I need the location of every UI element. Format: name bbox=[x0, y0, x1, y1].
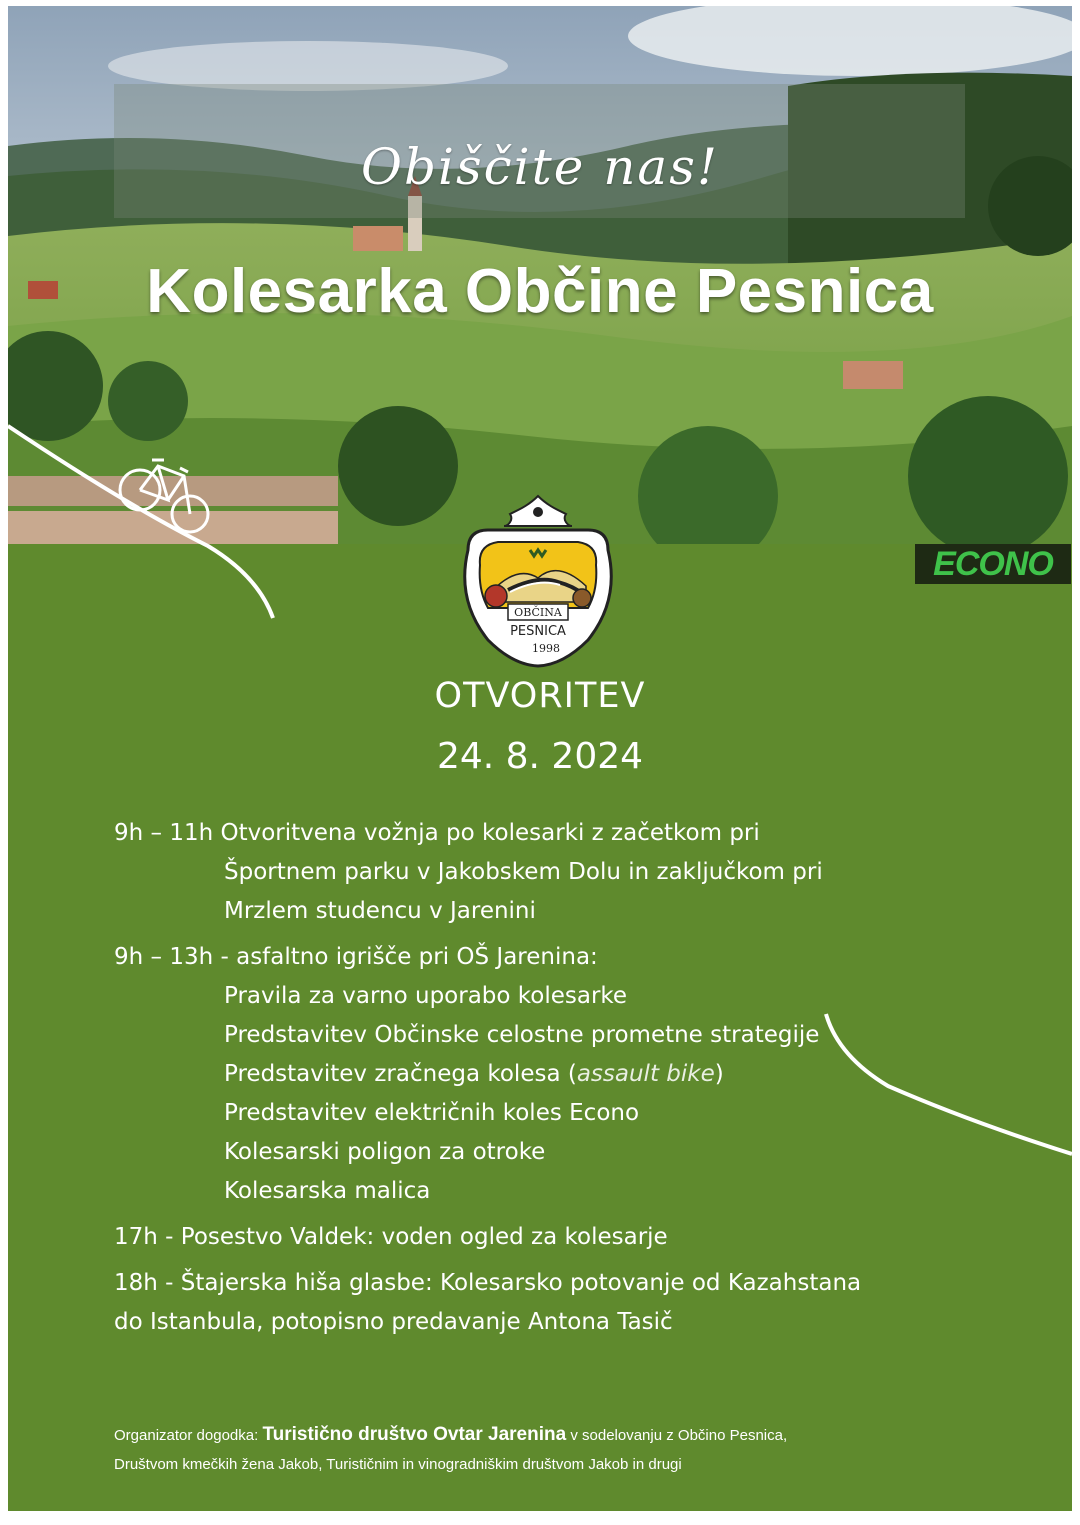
footer-line2: Društvom kmečkih žena Jakob, Turističnim in vinogradniškim društvom Jakob in drugi bbox=[114, 1456, 682, 1473]
event-date: 24. 8. 2024 bbox=[436, 736, 644, 777]
program-line-text: Predstavitev zračnega kolesa ( bbox=[224, 1061, 577, 1087]
program-item bbox=[114, 938, 1014, 1211]
program-list bbox=[114, 814, 1014, 1349]
event-heading: OTVORITEV bbox=[434, 676, 646, 716]
program-line: Predstavitev Občinske celostne prometne strategije bbox=[224, 1022, 820, 1048]
program-line: 9h – 13h - asfaltno igrišče pri OŠ Jarenina: bbox=[114, 944, 598, 970]
script-subtitle: Obiščite nas! bbox=[361, 138, 719, 196]
program-line: 18h - Štajerska hiša glasbe: Kolesarsko potovanje od Kazahstana bbox=[114, 1270, 862, 1296]
footer-line1 bbox=[114, 1420, 1034, 1450]
program-line: Športnem parku v Jakobskem Dolu in zaključkom pri bbox=[224, 859, 823, 885]
program-line: do Istanbula, potopisno predavanje Antona Tasič bbox=[114, 1309, 673, 1335]
program-line: 9h – 11h Otvoritvena vožnja po kolesarki z začetkom pri bbox=[114, 820, 760, 846]
crest-text-line1: OBČINA bbox=[514, 606, 562, 619]
program-line: Predstavitev električnih koles Econo bbox=[224, 1100, 640, 1126]
program-item bbox=[114, 1218, 1014, 1257]
program-line: Pravila za varno uporabo kolesarke bbox=[224, 983, 628, 1009]
program-line: Kolesarska malica bbox=[224, 1178, 431, 1204]
municipality-crest bbox=[448, 490, 628, 670]
program-item bbox=[114, 814, 1014, 931]
program-line: 17h - Posestvo Valdek: voden ogled za kolesarje bbox=[114, 1224, 668, 1250]
crest-text-line2: PESNICA bbox=[510, 624, 566, 639]
page-title: Kolesarka Občine Pesnica bbox=[146, 257, 934, 326]
footer-suffix: v sodelovanju z Občino Pesnica, bbox=[566, 1427, 788, 1444]
econo-logo-text: ECONO bbox=[933, 545, 1053, 583]
footer-organizer: Turistično društvo Ovtar Jarenina bbox=[262, 1424, 567, 1445]
program-line-assault-bike bbox=[114, 1055, 1014, 1094]
program-line: Mrzlem studencu v Jarenini bbox=[224, 898, 536, 924]
poster bbox=[8, 6, 1072, 1511]
crest-year: 1998 bbox=[532, 642, 560, 655]
organizer-footer bbox=[114, 1420, 1034, 1479]
program-line: Kolesarski poligon za otroke bbox=[224, 1139, 546, 1165]
program-item bbox=[114, 1264, 1014, 1342]
econo-logo bbox=[915, 544, 1071, 584]
program-line-italic: assault bike bbox=[576, 1061, 715, 1087]
footer-prefix: Organizator dogodka: bbox=[114, 1427, 263, 1444]
program-line-close: ) bbox=[714, 1061, 724, 1087]
